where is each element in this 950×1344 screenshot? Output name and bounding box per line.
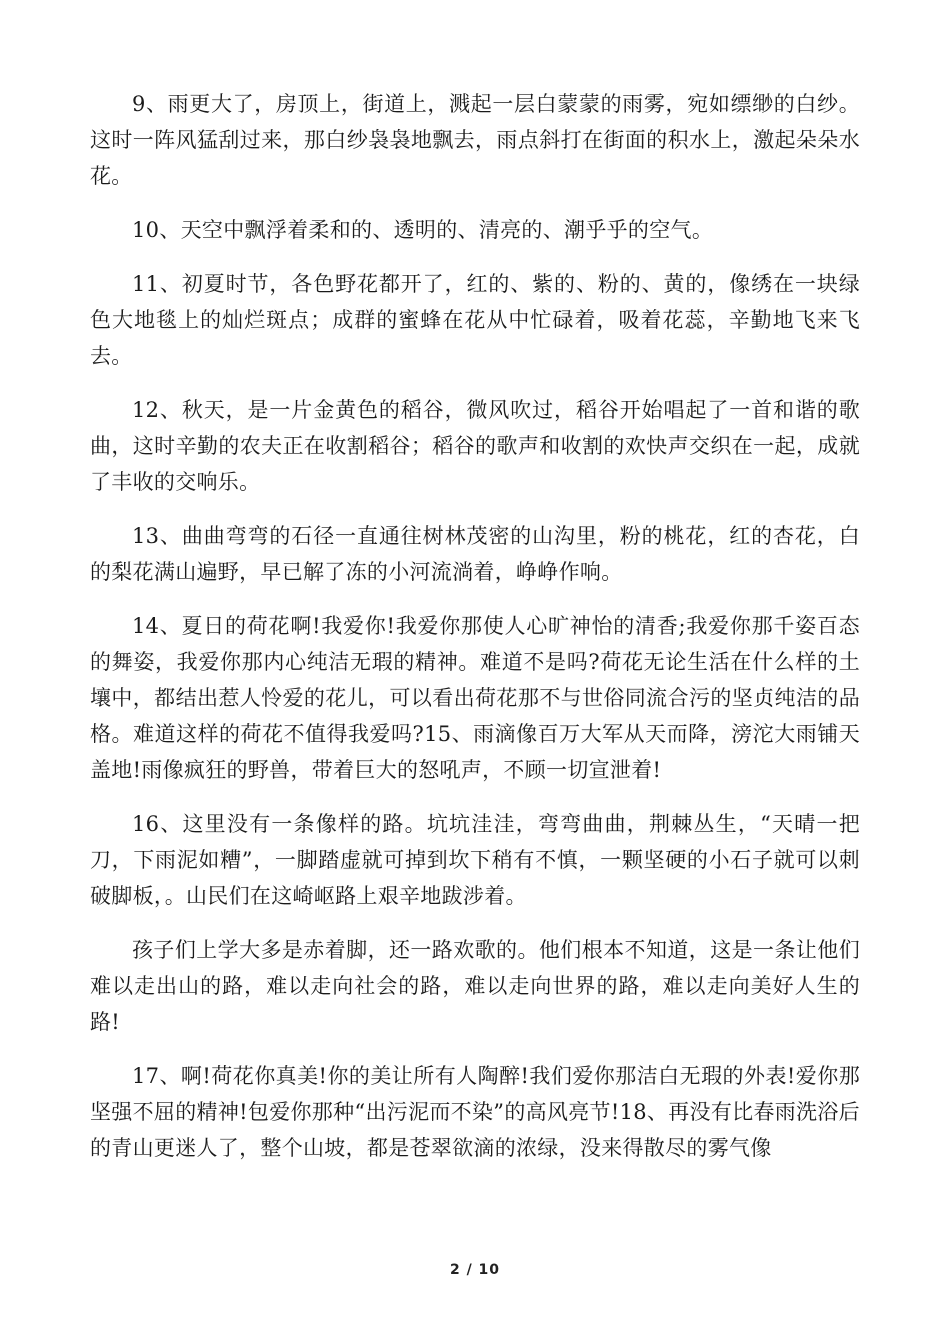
paragraph-10: 10、天空中飘浮着柔和的、透明的、清亮的、潮乎乎的空气。 — [132, 218, 714, 242]
paragraph-9: 9、雨更大了，房顶上，街道上，溅起一层白蒙蒙的雨雾，宛如缥缈的白纱。这时一阵风猛刮过来，那白纱袅袅地飘去，雨点斜打在街面的积水上，激起朵朵水花。 — [90, 92, 860, 188]
paragraph-14-15: 14、夏日的荷花啊!我爱你!我爱你那使人心旷神怡的清香;我爱你那千姿百态的舞姿，我爱你那内心纯洁无瑕的精神。难道不是吗?荷花无论生活在什么样的土壤中，都结出惹人怜爱的花儿，可以看出荷花那不与世俗同流合污的坚贞纯洁的品格。难道这样的荷花不值得我爱吗?15、雨滴像百万大军从天而降，滂沱大雨铺天盖地!雨像疯狂的野兽，带着巨大的怒吼声，不顾一切宣泄着! — [90, 614, 860, 782]
page-number: 2 / 10 — [449, 1262, 501, 1278]
paragraph-16: 16、这里没有一条像样的路。坑坑洼洼，弯弯曲曲，荆棘丛生，“天晴一把刀，下雨泥如糟”，一脚踏虚就可掉到坎下稍有不慎，一颗坚硬的小石子就可以刺破脚板，。山民们在这崎岖路上艰辛地跋涉着。 — [90, 812, 860, 908]
paragraph-17-18: 17、啊!荷花你真美!你的美让所有人陶醉!我们爱你那洁白无瑕的外表!爱你那坚强不屈的精神!包爱你那种“出污泥而不染”的高风亮节!18、再没有比春雨洗浴后的青山更迷人了，整个山坡，都是苍翠欲滴的浓绿，没来得散尽的雾气像 — [90, 1064, 860, 1160]
paragraph-16-continued: 孩子们上学大多是赤着脚，还一路欢歌的。他们根本不知道，这是一条让他们难以走出山的路，难以走向社会的路，难以走向世界的路，难以走向美好人生的路! — [90, 938, 860, 1034]
document-body — [90, 86, 860, 1184]
paragraph-13: 13、曲曲弯弯的石径一直通往树林茂密的山沟里，粉的桃花，红的杏花，白的梨花满山遍野，早已解了冻的小河流淌着，峥峥作响。 — [90, 524, 860, 584]
paragraph-11: 11、初夏时节，各色野花都开了，红的、紫的、粉的、黄的，像绣在一块绿色大地毯上的灿烂斑点；成群的蜜蜂在花从中忙碌着，吸着花蕊，辛勤地飞来飞去。 — [90, 272, 860, 368]
paragraph-12: 12、秋天，是一片金黄色的稻谷，微风吹过，稻谷开始唱起了一首和谐的歌曲，这时辛勤的农夫正在收割稻谷；稻谷的歌声和收割的欢快声交织在一起，成就了丰收的交响乐。 — [90, 398, 860, 494]
